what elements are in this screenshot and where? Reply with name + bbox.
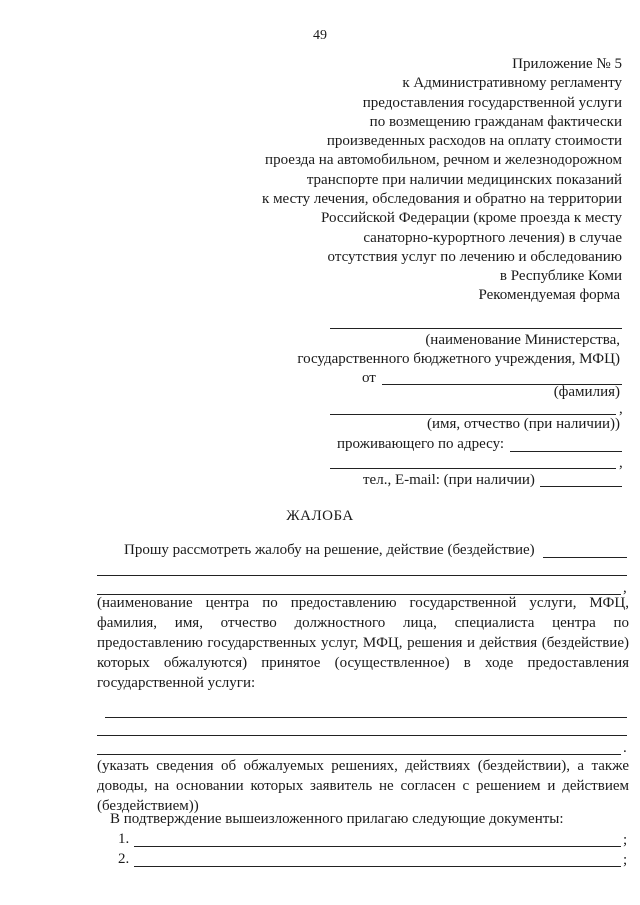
attachment-item-number: 1. (118, 831, 130, 847)
appendix-line: Приложение № 5 (512, 56, 622, 72)
details-field-line-2[interactable] (97, 735, 627, 736)
appendix-line: в Республике Коми (499, 268, 622, 285)
details-field-line-1[interactable] (105, 717, 627, 718)
ministry-field-line[interactable] (330, 328, 622, 329)
attachment-item-number: 2. (118, 851, 130, 867)
document-title: ЖАЛОБА (286, 508, 354, 524)
address-field-line-1[interactable] (510, 451, 622, 452)
hint-paragraph-2: (указать сведения об обжалуемых решениях, действиях (бездействии), а также доводы, на основании которых заявитель не согласен с решением и действием (бездействием)) (97, 758, 629, 814)
hint-paragraph-1: (наименование центра по предоставлению государственной услуги, МФЦ, фамилия, имя, отчество должностного лица, специалиста центра по предоставлению государственных услуг, МФЦ, решения и действия (бездействие) которых обжалуются) принятое (осуществленное) в ходе предоставления государственной услуги: (97, 595, 629, 691)
name-field-line[interactable] (330, 414, 616, 415)
comma: , (619, 401, 623, 417)
contacts-field-line[interactable] (540, 486, 622, 487)
appendix-line: Российской Федерации (кроме проезда к месту (321, 210, 622, 227)
attachments-text: В подтверждение вышеизложенного прилагаю следующие документы: (110, 811, 564, 827)
appendix-line: санаторно-курортного лечения) в случае (363, 229, 622, 246)
request-field-line-1[interactable] (543, 557, 627, 558)
appendix-header (182, 55, 622, 287)
appendix-line: проезда на автомобильном, речном и железнодорожном (265, 152, 622, 169)
residing-label: проживающего по адресу: (337, 436, 505, 452)
semicolon: ; (623, 832, 628, 848)
semicolon: ; (623, 852, 628, 868)
attachment-item-line[interactable] (134, 866, 621, 867)
recommended-form-label: Рекомендуемая форма (478, 287, 620, 303)
appendix-line: к месту лечения, обследования и обратно на территории (262, 191, 622, 208)
comma: , (619, 455, 623, 471)
attachment-item-line[interactable] (134, 846, 621, 847)
comma: , (623, 580, 627, 596)
surname-hint: (фамилия) (553, 384, 620, 400)
appendix-line: к Административному регламенту (402, 75, 622, 92)
appendix-line: по возмещению гражданам фактически (369, 113, 622, 130)
from-label: от (362, 370, 376, 386)
contacts-label: тел., E-mail: (при наличии) (363, 472, 535, 488)
appendix-line: транспорте при наличии медицинских показаний (306, 171, 622, 188)
appendix-line: предоставления государственной услуги (362, 94, 622, 111)
appendix-line: отсутствия услуг по лечению и обследованию (327, 248, 622, 265)
details-field-line-3[interactable] (97, 754, 621, 755)
ministry-hint-1: (наименование Министерства, (425, 332, 620, 348)
name-hint: (имя, отчество (при наличии)) (426, 416, 620, 432)
ministry-hint-2: государственного бюджетного учреждения, МФЦ) (297, 351, 620, 367)
address-field-line-2[interactable] (330, 468, 616, 469)
period: . (623, 740, 627, 756)
appendix-line: произведенных расходов на оплату стоимости (326, 133, 622, 150)
request-text: Прошу рассмотреть жалобу на решение, действие (бездействие) (124, 542, 535, 558)
request-field-line-2[interactable] (97, 575, 627, 576)
page-number: 49 (313, 28, 327, 43)
